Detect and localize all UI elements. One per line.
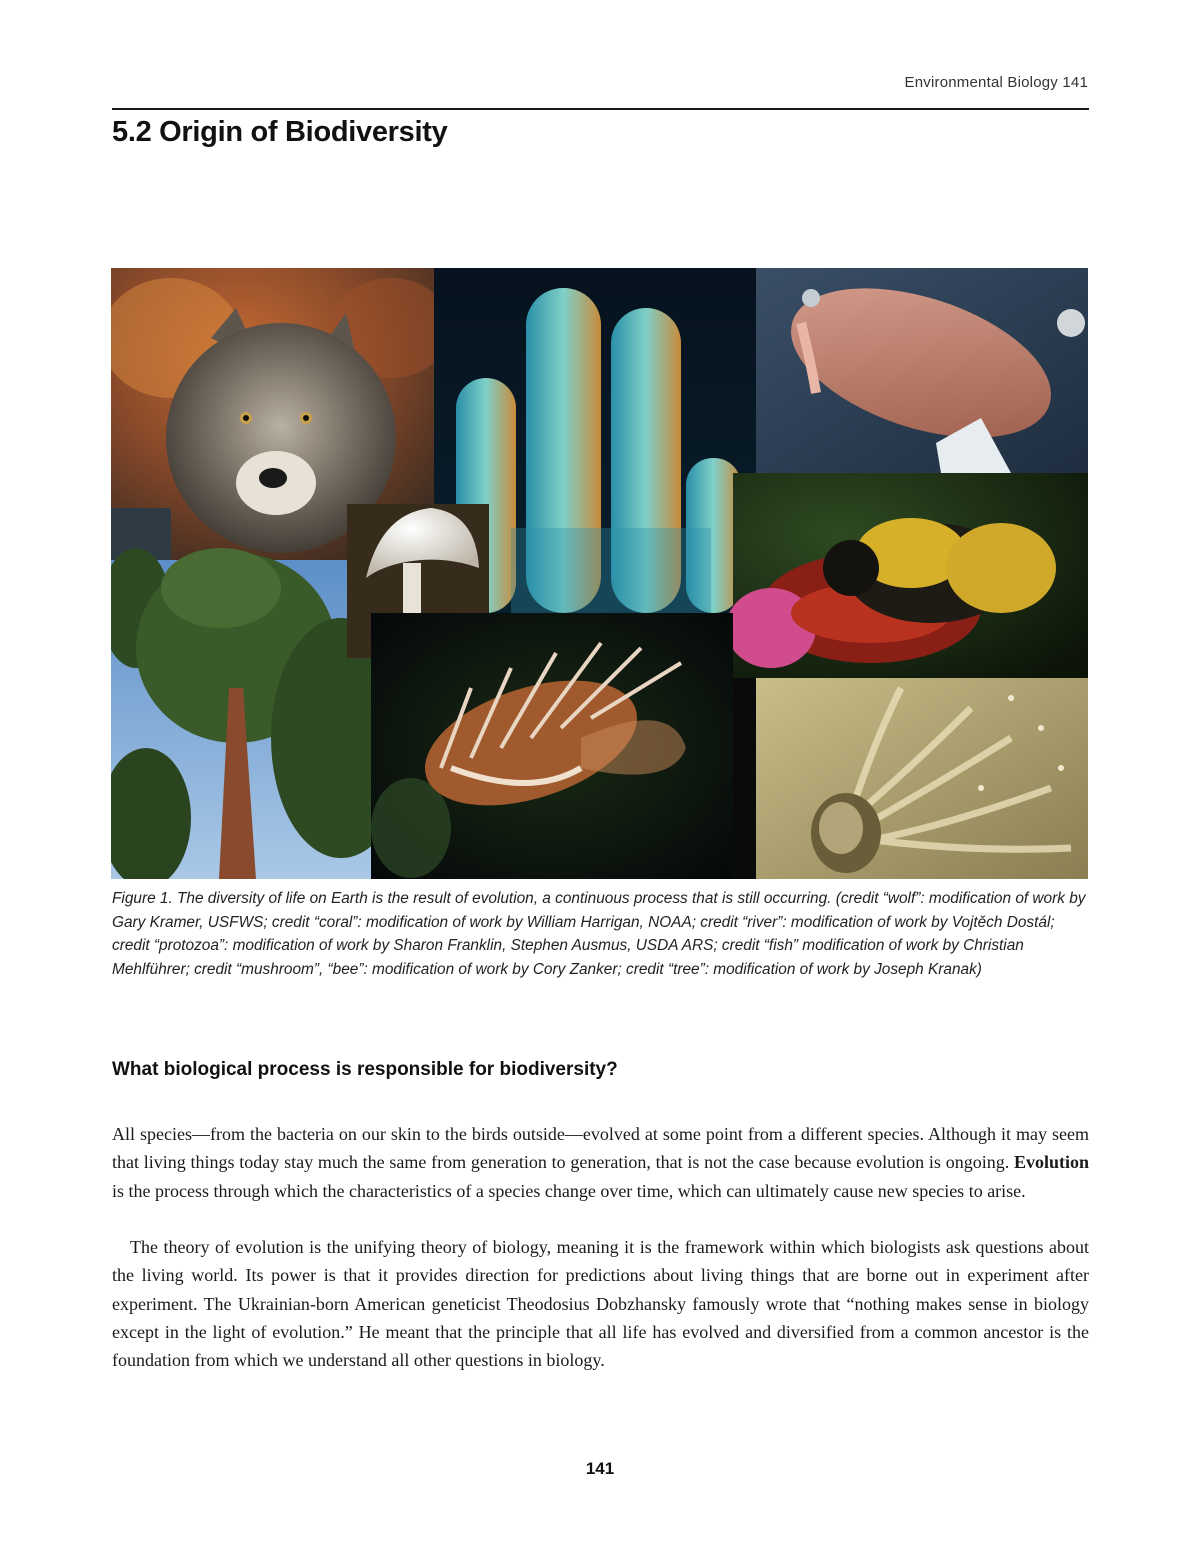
- body-paragraph-2: The theory of evolution is the unifying theory of biology, meaning it is the framework within which biologists ask questions about the living world. Its power is that it provides direction for predictions about living things that are borne out in experiment after experiment. The Ukrainian-born American geneticist Theodosius Dobzhansky famously wrote that “nothing makes sense in biology except in the light of evolution.” He meant that the principle that all life has evolved and diversified from a common ancestor is the foundation from which we understand all other questions in biology.: [112, 1237, 1089, 1371]
- section-title: 5.2 Origin of Biodiversity: [112, 116, 448, 148]
- paragraph-1-end: is the process through which the characteristics of a species change over time, which can ultimately cause new species to arise.: [112, 1180, 1026, 1201]
- bee-photo: [726, 473, 1088, 678]
- figure-collage: [111, 268, 1088, 879]
- figure-caption: Figure 1. The diversity of life on Earth is the result of evolution, a continuous process that is still occurring. (credit “wolf”: modification of work by Gary Kramer, USFWS; credit “coral”: modification of work by William Harrigan, NOAA; credit “river”: modification of work by Vojtěch Dostál; credit “protozoa”: modification of work by Sharon Franklin, Stephen Ausmus, USDA ARS; credit “fish” modification of work by Christian Mehlführer; credit “mushroom”, “bee”: modification of work by Cory Zanker; credit “tree”: modification of work by Joseph Kranak): [112, 890, 1086, 978]
- protozoa-colony-photo: [756, 678, 1088, 879]
- protozoa-micrograph: [756, 268, 1088, 473]
- section-question: What biological process is responsible for biodiversity?: [112, 1059, 618, 1080]
- fish-photo: [371, 613, 733, 879]
- paragraph-1-start: All species—from the bacteria on our skin to the birds outside—evolved at some point from a different species. Although it may seem that living things today stay much the same from generation to generation, that is not the case because evolution is ongoing.: [112, 1124, 1089, 1173]
- key-term-evolution: Evolution: [1013, 1152, 1089, 1173]
- page-number: 141: [585, 1459, 615, 1478]
- body-paragraph-1: [112, 1120, 1089, 1205]
- header-rule: [112, 108, 1089, 110]
- running-header: Environmental Biology 141: [904, 74, 1088, 91]
